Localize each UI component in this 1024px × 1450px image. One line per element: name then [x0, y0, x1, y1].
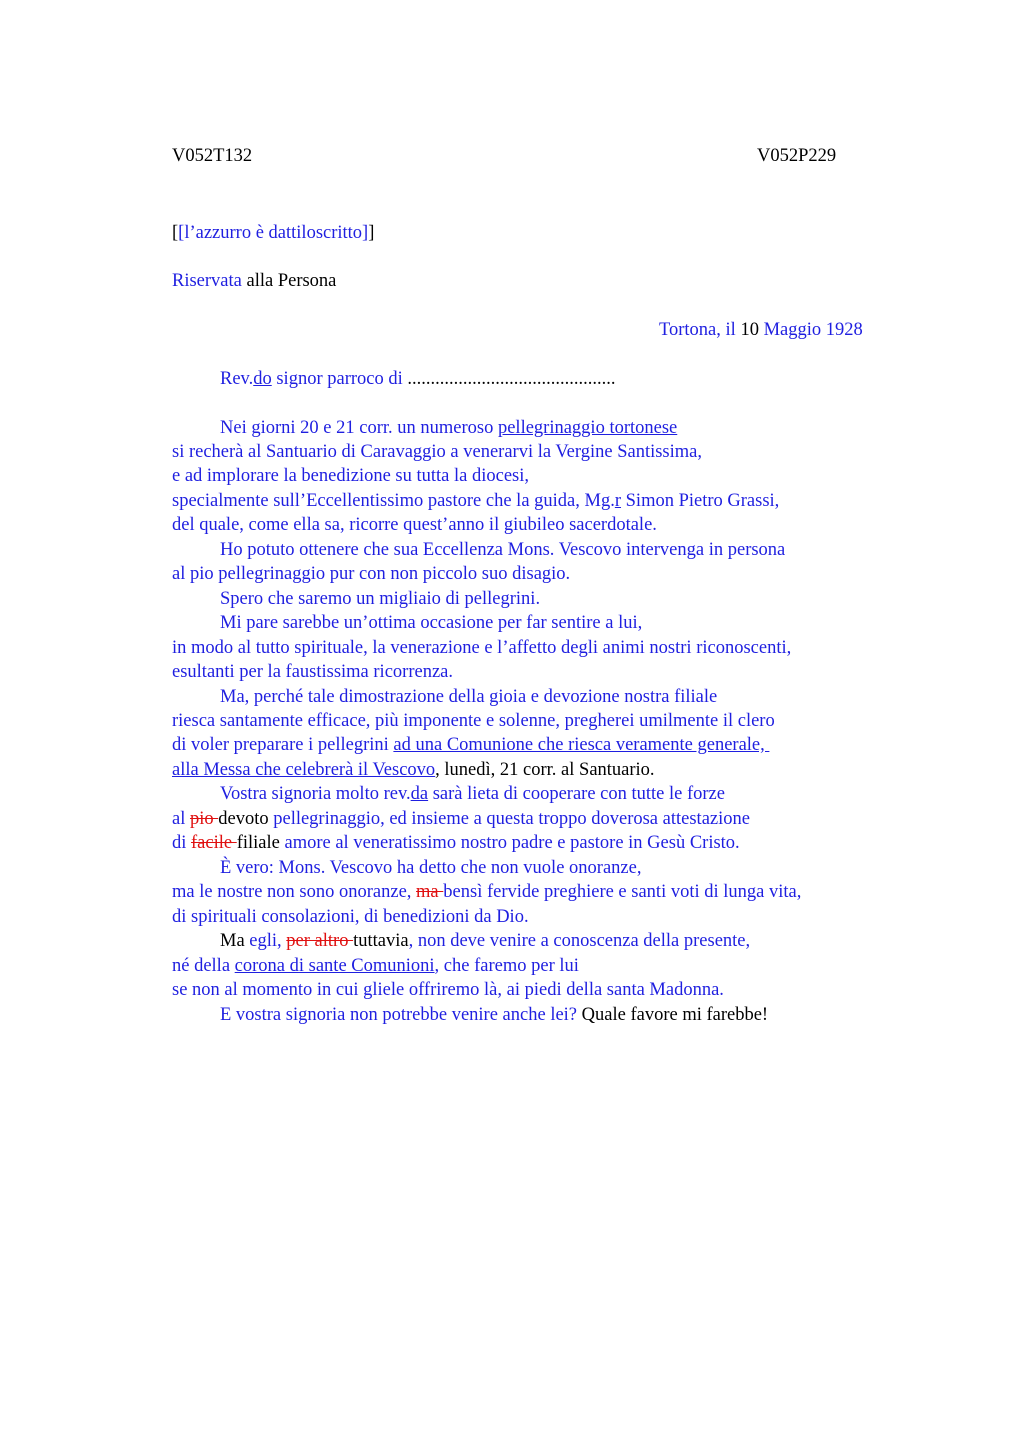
- body-line: di facile filiale amore al veneratissimo nostro padre e pastore in Gesù Cristo.: [172, 833, 740, 853]
- struck-word: ma: [416, 882, 444, 902]
- body-line: Vostra signoria molto rev.da sarà lieta di cooperare con tutte le forze: [220, 784, 725, 804]
- body-line: al pio devoto pellegrinaggio, ed insieme a questa troppo doverosa attestazione: [172, 809, 750, 829]
- body-line: al pio pellegrinaggio pur con non piccolo suo disagio.: [172, 564, 571, 584]
- struck-word: per altro: [286, 931, 354, 951]
- editorial-note: [[l’azzurro è dattiloscritto]]: [172, 223, 375, 243]
- body-line: Mi pare sarebbe un’ottima occasione per far sentire a lui,: [220, 613, 643, 633]
- body-line: Ma egli, per altro tuttavia, non deve venire a conoscenza della presente,: [220, 931, 751, 951]
- salutation-line: Rev.do signor parroco di .............................................: [220, 369, 616, 389]
- struck-word: facile: [191, 833, 237, 853]
- body-line: e ad implorare la benedizione su tutta la diocesi,: [172, 466, 530, 486]
- body-line: Ho potuto ottenere che sua Eccellenza Mons. Vescovo intervenga in persona: [220, 540, 786, 560]
- body-line: di voler preparare i pellegrini ad una Comunione che riesca veramente generale,: [172, 735, 770, 755]
- body-line: del quale, come ella sa, ricorre quest’anno il giubileo sacerdotale.: [172, 515, 657, 535]
- body-line: Spero che saremo un migliaio di pellegrini.: [220, 589, 541, 609]
- body-line: esultanti per la faustissima ricorrenza.: [172, 662, 453, 682]
- reserved-line: Riservata alla Persona: [172, 271, 337, 291]
- body-line: ma le nostre non sono onoranze, ma bensì fervide preghiere e santi voti di lunga vita,: [172, 882, 802, 902]
- document-code-right: V052P229: [757, 146, 837, 166]
- document-code-left: V052T132: [172, 146, 253, 166]
- body-line: in modo al tutto spirituale, la venerazione e l’affetto degli animi nostri riconoscenti,: [172, 638, 792, 658]
- body-line: riesca santamente efficace, più imponente e solenne, pregherei umilmente il clero: [172, 711, 775, 731]
- body-line: alla Messa che celebrerà il Vescovo, lunedì, 21 corr. al Santuario.: [172, 760, 655, 780]
- date-line: Tortona, il 10 Maggio 1928: [659, 320, 863, 340]
- body-line: È vero: Mons. Vescovo ha detto che non vuole onoranze,: [220, 858, 642, 878]
- body-line: Ma, perché tale dimostrazione della gioia e devozione nostra filiale: [220, 687, 718, 707]
- body-line: specialmente sull’Eccellentissimo pastore che la guida, Mg.r Simon Pietro Grassi,: [172, 491, 780, 511]
- body-line: si recherà al Santuario di Caravaggio a venerarvi la Vergine Santissima,: [172, 442, 702, 462]
- body-line: Nei giorni 20 e 21 corr. un numeroso pellegrinaggio tortonese: [220, 418, 678, 438]
- struck-word: pio: [189, 809, 219, 829]
- body-line: né della corona di sante Comunioni, che faremo per lui: [172, 956, 579, 976]
- body-line: E vostra signoria non potrebbe venire anche lei? Quale favore mi farebbe!: [220, 1005, 769, 1025]
- body-line: di spirituali consolazioni, di benedizioni da Dio.: [172, 907, 529, 927]
- note-bracket: ]: [368, 223, 375, 243]
- body-line: se non al momento in cui gliele offriremo là, ai piedi della santa Madonna.: [172, 980, 724, 1000]
